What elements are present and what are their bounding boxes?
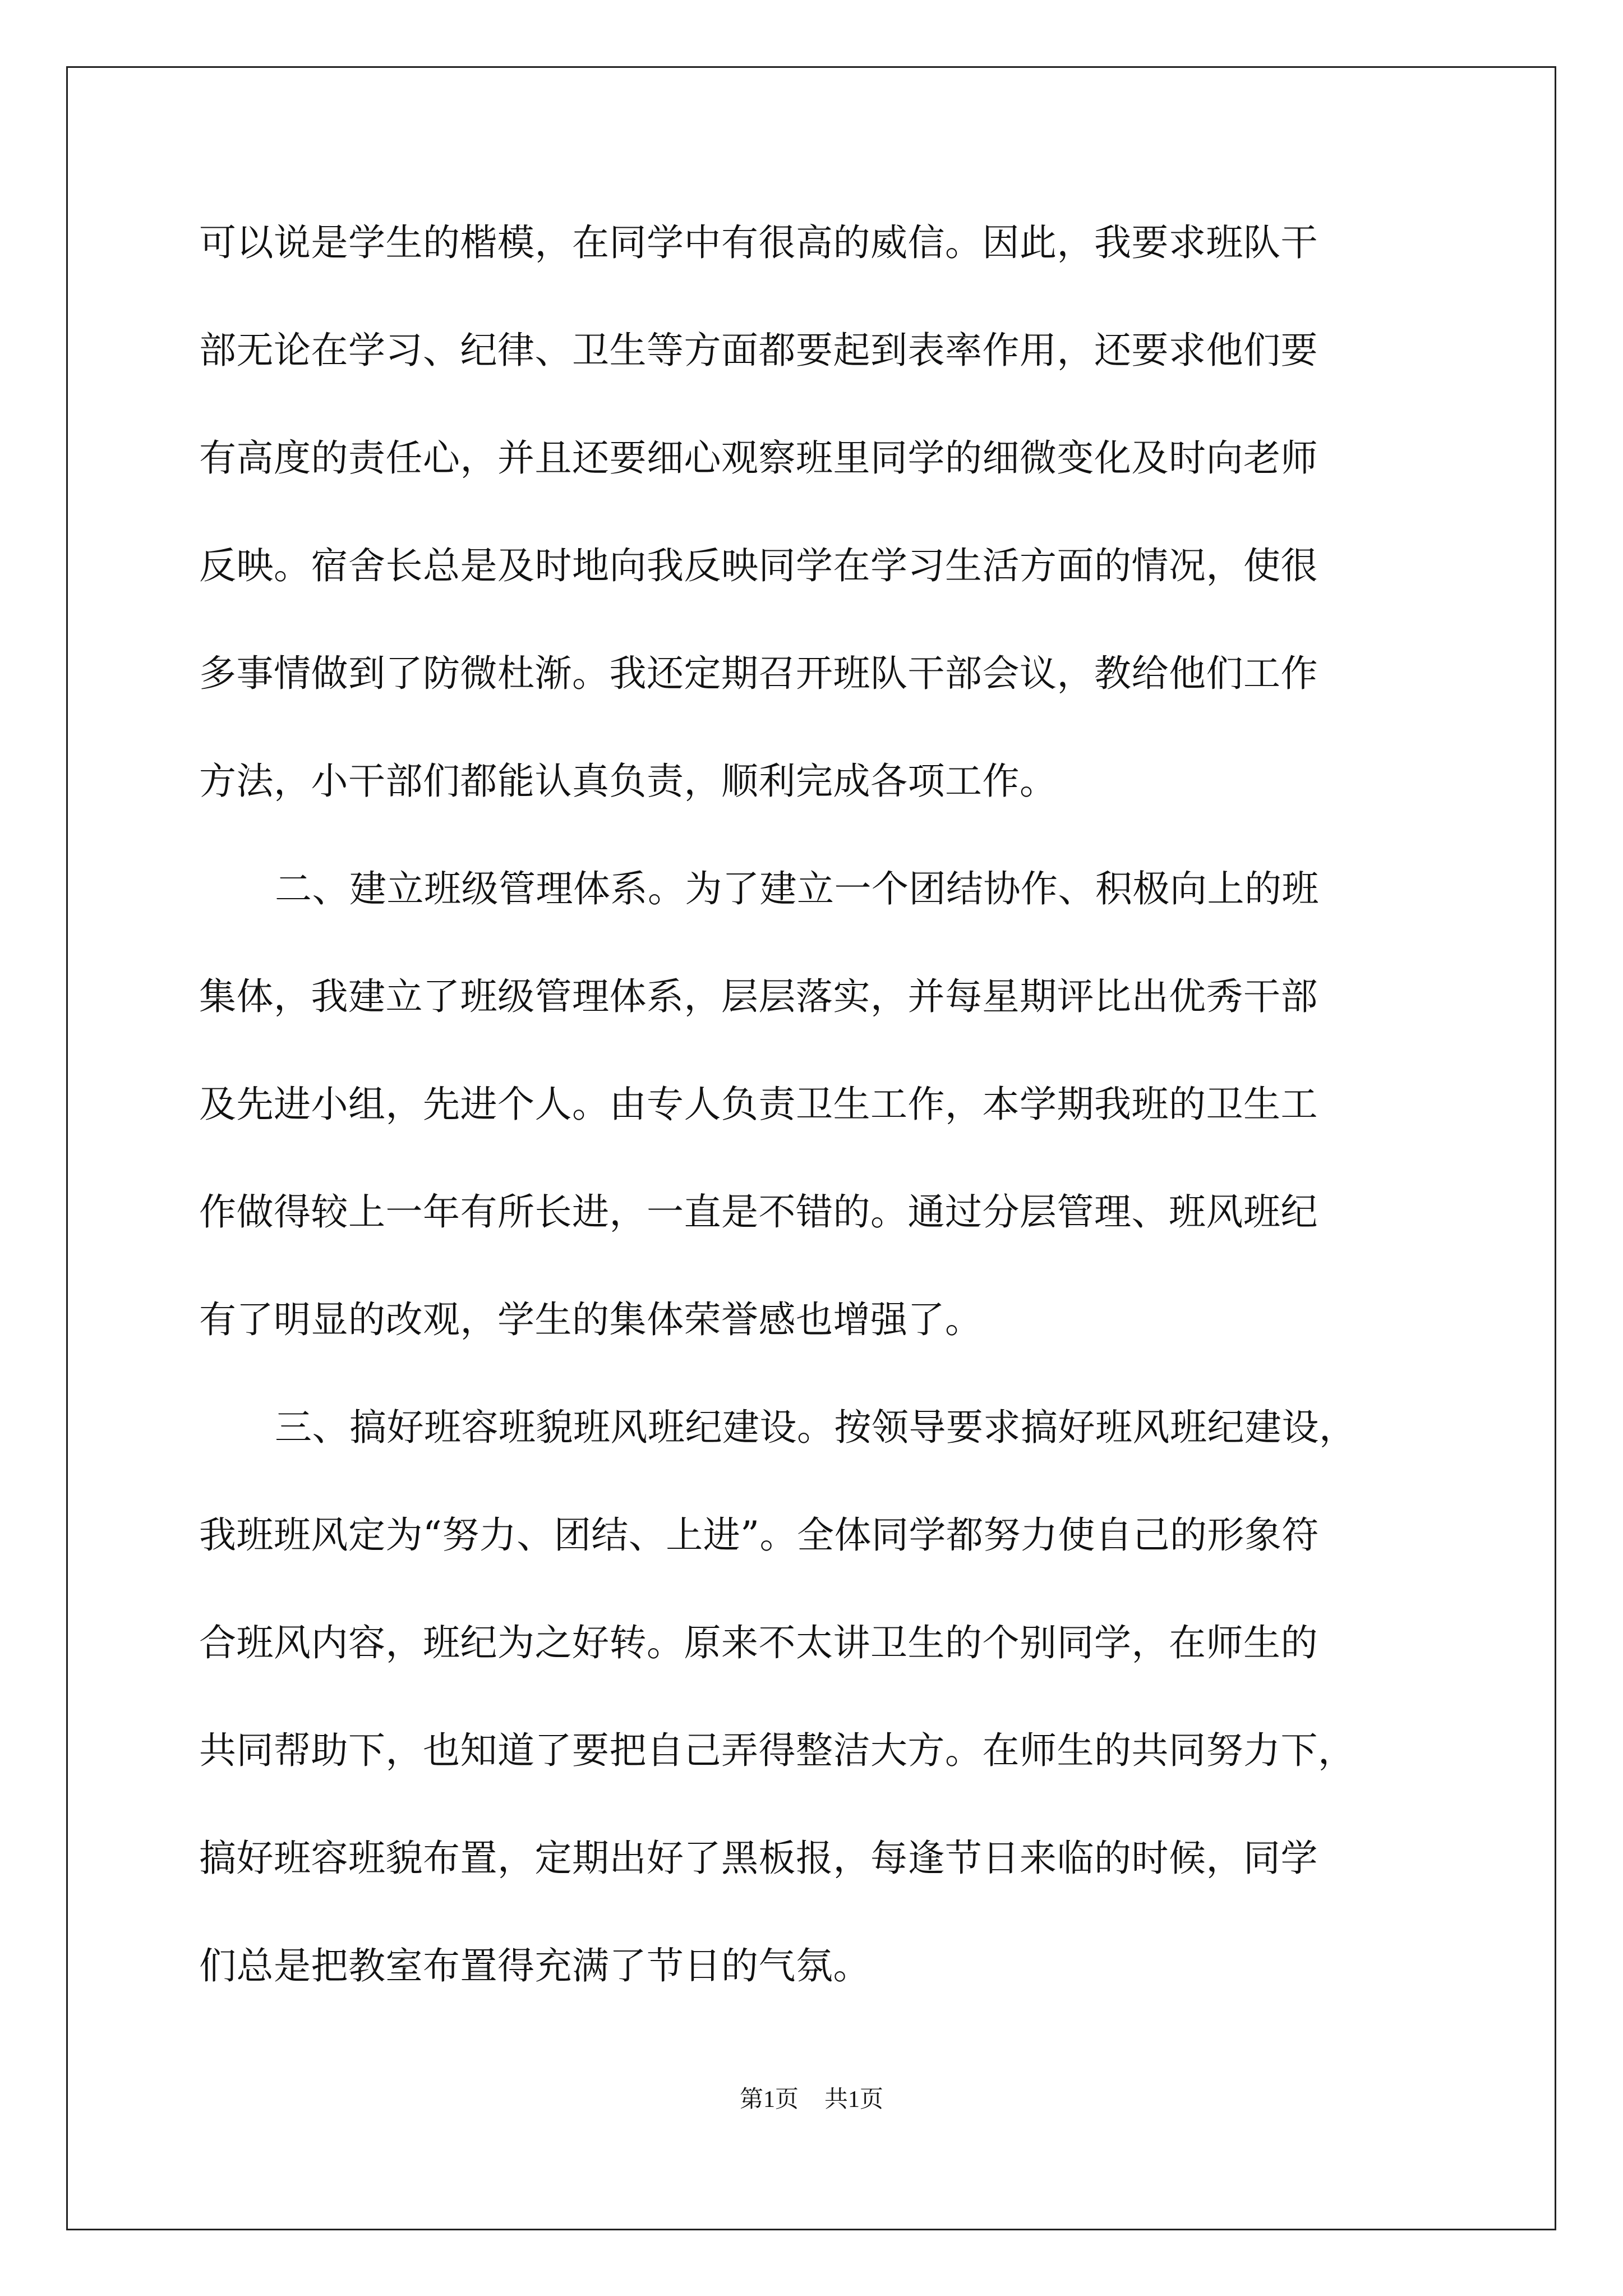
page-total: 共1页 [824, 2087, 884, 2113]
body-line-9: 及先进小组，先进个人。由专人负责卫生工作，本学期我班的卫生工 [199, 1083, 1318, 1126]
body-line-13: 我班班风定为“努力、团结、上进”。全体同学都努力使自己的形象符 [199, 1513, 1319, 1557]
body-line-1: 可以说是学生的楷模，在同学中有很高的威信。因此，我要求班队干 [199, 221, 1318, 264]
body-line-8: 集体，我建立了班级管理体系，层层落实，并每星期评比出优秀干部 [199, 975, 1318, 1018]
body-line-15: 共同帮助下，也知道了要把自己弄得整洁大方。在师生的共同努力下， [199, 1729, 1355, 1772]
body-line-6: 方法，小干部们都能认真负责，顺利完成各项工作。 [199, 760, 1057, 803]
section-2-first-line: 二、建立班级管理体系。为了建立一个团结协作、积极向上的班 [275, 867, 1319, 910]
body-line-14: 合班风内容，班纪为之好转。原来不太讲卫生的个别同学，在师生的 [199, 1621, 1318, 1664]
body-line-2: 部无论在学习、纪律、卫生等方面都要起到表率作用，还要求他们要 [199, 329, 1318, 372]
page-number: 第1页 [739, 2087, 799, 2113]
body-line-17: 们总是把教室布置得充满了节日的气氛。 [199, 1944, 870, 1987]
page-footer [0, 2088, 1623, 2111]
body-line-11: 有了明显的改观，学生的集体荣誉感也增强了。 [199, 1298, 983, 1341]
page-border [66, 66, 1556, 2230]
body-line-3: 有高度的责任心，并且还要细心观察班里同学的细微变化及时向老师 [199, 436, 1318, 480]
section-3-first-line: 三、搞好班容班貌班风班纪建设。按领导要求搞好班风班纪建设， [275, 1406, 1357, 1449]
body-line-10: 作做得较上一年有所长进，一直是不错的。通过分层管理、班风班纪 [199, 1190, 1318, 1234]
body-line-16: 搞好班容班貌布置，定期出好了黑板报，每逢节日来临的时候，同学 [199, 1837, 1318, 1880]
body-line-5: 多事情做到了防微杜渐。我还定期召开班队干部会议，教给他们工作 [199, 652, 1318, 695]
body-line-4: 反映。宿舍长总是及时地向我反映同学在学习生活方面的情况，使很 [199, 544, 1318, 587]
